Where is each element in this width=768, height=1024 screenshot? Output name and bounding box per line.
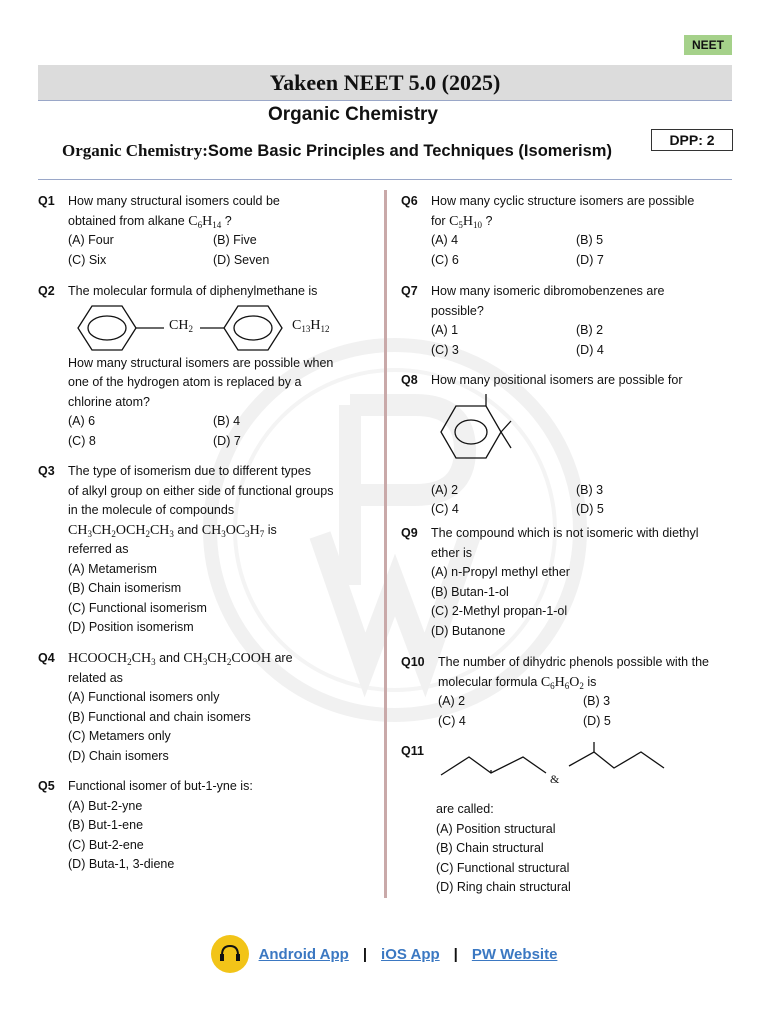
chapter-title-prefix: Organic Chemistry: (62, 141, 208, 160)
option[interactable]: (D) Seven (213, 252, 270, 267)
option[interactable]: (B) Functional and chain isomers (68, 709, 251, 724)
batch-banner: Yakeen NEET 5.0 (2025) (38, 65, 732, 101)
question-text: How many structural isomers could be (68, 194, 280, 208)
text: for (431, 213, 446, 228)
option[interactable]: (B) 3 (576, 482, 604, 497)
option[interactable]: (B) But-1-ene (68, 818, 144, 832)
option[interactable]: (D) 5 (583, 713, 611, 728)
option[interactable]: (D) Butanone (431, 623, 506, 638)
text: ? (224, 213, 232, 228)
f: CH (169, 317, 189, 333)
customer-support-icon[interactable] (211, 935, 249, 973)
question-text: in the molecule of compounds (68, 503, 235, 517)
option[interactable]: (C) Metamers only (68, 729, 171, 743)
option[interactable]: (A) Position structural (436, 821, 556, 836)
neet-tag: NEET (684, 35, 732, 55)
text: ? (485, 213, 493, 228)
option[interactable]: (D) Buta-1, 3-diene (68, 857, 175, 871)
f: C (188, 213, 198, 229)
question-text: The number of dihydric phenols possible with the (438, 655, 709, 669)
f: C (449, 213, 459, 229)
separator: | (362, 945, 368, 963)
question-text: Functional isomer of but-1-yne is: (68, 779, 253, 793)
question-number: Q1 (38, 194, 55, 208)
option[interactable]: (B) 3 (583, 694, 611, 708)
question-3 (38, 462, 378, 638)
ch2-label (169, 316, 193, 336)
dimethylbenzene-structure (431, 391, 531, 481)
option[interactable]: (D) 5 (576, 502, 604, 516)
sub: 10 (473, 219, 483, 230)
formula: $HCOOCH_2CH_3$ (68, 651, 156, 667)
column-divider (384, 190, 387, 898)
question-text: are called: (436, 802, 494, 816)
option[interactable]: (A) 2 (438, 694, 466, 708)
question-number: Q4 (38, 651, 55, 665)
text: obtained from alkane (68, 213, 185, 228)
headset-icon (211, 935, 249, 973)
option[interactable]: (A) Functional isomers only (68, 690, 220, 704)
formula: $CH_3CH_2OCH_2CH_3$ (68, 522, 174, 539)
sub: 12 (320, 323, 330, 334)
question-number: Q8 (401, 373, 418, 387)
formula (449, 214, 482, 229)
question-text (438, 673, 736, 693)
text: and (159, 651, 180, 665)
question-text: referred as (68, 542, 129, 556)
f: H (310, 317, 321, 333)
chapter-title-topic: Some Basic Principles and Techniques (Isomerism) (207, 142, 612, 160)
text: and (177, 522, 199, 537)
question-11 (401, 742, 736, 898)
formula: $CH_3OC_3H_7$ (201, 522, 265, 539)
question-text: How many positional isomers are possible for (431, 373, 683, 387)
option[interactable]: (A) 4 (431, 233, 459, 247)
question-text: possible? (431, 303, 484, 318)
question-number: Q3 (38, 464, 55, 478)
question-text (431, 212, 736, 232)
footer-links (0, 936, 768, 972)
question-text: How many structural isomers are possible when (68, 355, 334, 370)
option[interactable]: (C) 2-Methyl propan-1-ol (431, 604, 568, 618)
option[interactable]: (C) 8 (68, 433, 96, 448)
option[interactable]: (A) But-2-yne (68, 798, 143, 813)
question-1 (38, 192, 368, 270)
question-text: ether is (431, 545, 472, 560)
sub: 5 (458, 219, 463, 230)
question-text: How many cyclic structure isomers are possible (431, 194, 695, 208)
diphenylmethane-structure (68, 302, 368, 354)
option[interactable]: (B) 2 (576, 323, 604, 337)
option[interactable]: (C) Functional structural (436, 860, 570, 875)
option[interactable]: (C) 4 (438, 713, 466, 728)
sub: 2 (188, 323, 193, 334)
option[interactable]: (B) Five (213, 233, 257, 247)
question-number: Q2 (38, 284, 55, 298)
f: C (292, 317, 302, 333)
sub: 13 (301, 323, 311, 334)
option[interactable]: (B) Chain structural (436, 841, 544, 855)
chapter-title (62, 141, 612, 161)
option[interactable]: (D) 4 (576, 342, 604, 357)
question-text (68, 212, 368, 232)
option[interactable]: (C) 6 (431, 252, 459, 267)
question-text: related as (68, 670, 123, 685)
ampersand: & (550, 772, 560, 786)
formula: $CH_3CH_2COOH$ (183, 651, 271, 667)
sub: 14 (212, 219, 222, 230)
header-divider (38, 179, 732, 180)
question-6 (401, 192, 736, 270)
option[interactable]: (A) n-Propyl methyl ether (431, 565, 570, 579)
option[interactable]: (B) Butan-1-ol (431, 584, 509, 599)
option[interactable]: (A) 1 (431, 323, 459, 337)
question-10 (401, 653, 736, 731)
question-text: one of the hydrogen atom is replaced by a (68, 375, 302, 389)
option[interactable]: (D) Ring chain structural (436, 880, 571, 894)
option[interactable]: (B) Chain isomerism (68, 581, 182, 595)
text: molecular formula (438, 674, 538, 689)
option[interactable]: (B) 4 (213, 414, 241, 428)
question-text (68, 521, 378, 541)
question-7 (401, 282, 736, 360)
pw-website-link[interactable]: PW Website (471, 945, 558, 963)
question-number: Q7 (401, 284, 418, 298)
text: is (587, 674, 597, 689)
formula (188, 214, 221, 229)
option[interactable]: (D) 7 (213, 433, 241, 448)
text: are (274, 651, 293, 665)
question-number: Q6 (401, 194, 418, 208)
subject-title: Organic Chemistry (268, 104, 438, 125)
f: H (202, 213, 213, 229)
question-text: of alkyl group on either side of functional groups (68, 483, 334, 498)
question-text: The compound which is not isomeric with diethyl (431, 526, 699, 540)
separator: | (453, 945, 458, 963)
question-number: Q11 (401, 744, 424, 758)
option[interactable]: (C) Six (68, 252, 107, 267)
option[interactable]: (B) 5 (576, 233, 604, 247)
option[interactable]: (D) 7 (576, 252, 604, 267)
question-9 (401, 524, 736, 641)
question-text: How many isomeric dibromobenzenes are (431, 284, 665, 298)
question-text: chlorine atom? (68, 394, 150, 409)
option[interactable]: (A) 6 (68, 414, 96, 428)
sub: 6 (197, 219, 203, 230)
option[interactable]: (C) 3 (431, 342, 459, 357)
formula (292, 316, 329, 336)
option[interactable]: (D) Position isomerism (68, 620, 194, 634)
option[interactable]: (A) 2 (431, 482, 459, 497)
question-text: The type of isomerism due to different types (68, 464, 311, 478)
question-number: Q5 (38, 779, 55, 793)
dpp-badge: DPP: 2 (651, 129, 733, 151)
option[interactable]: (C) Functional isomerism (68, 600, 207, 615)
android-app-link[interactable]: Android App (258, 945, 349, 963)
question-number: Q9 (401, 526, 418, 540)
question-4 (38, 649, 378, 766)
option[interactable]: (A) Metamerism (68, 561, 157, 576)
option[interactable]: (C) 4 (431, 502, 459, 516)
formula: $C_6H_6O_2$ (540, 674, 584, 691)
question-number: Q10 (401, 655, 425, 669)
option[interactable]: (A) Four (68, 233, 114, 247)
option[interactable]: (C) But-2-ene (68, 837, 144, 852)
f: H (462, 213, 474, 229)
question-2 (38, 282, 368, 451)
question-text: The molecular formula of diphenylmethane is (68, 284, 318, 298)
option[interactable]: (D) Chain isomers (68, 748, 169, 763)
ios-app-link[interactable]: iOS App (381, 945, 440, 963)
text: is (267, 522, 277, 537)
skeletal-structures (436, 742, 736, 800)
question-5 (38, 777, 378, 875)
question-text (68, 649, 378, 669)
question-8 (401, 371, 736, 520)
